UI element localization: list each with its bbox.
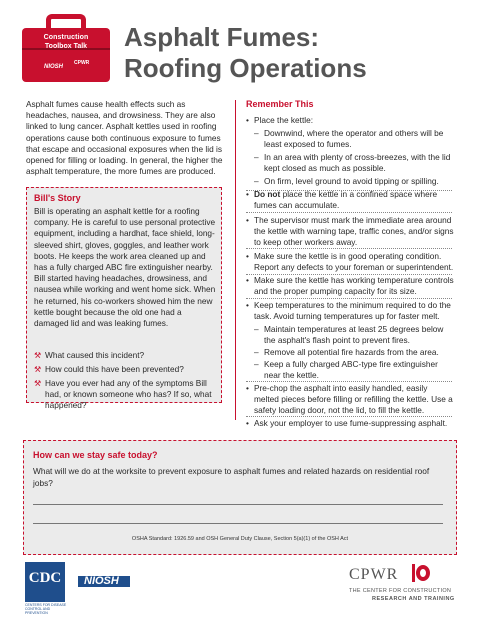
- safety-question: What will we do at the worksite to prevent exposure to asphalt fumes and related hazards on residential roof jobs?: [33, 466, 430, 488]
- cpwr-subtitle-1: THE CENTER FOR CONSTRUCTION: [349, 588, 452, 594]
- hammer-icon: ⚒: [34, 379, 42, 388]
- page-title-line1: Asphalt Fumes:: [124, 22, 320, 52]
- cpwr-subtitle-2: RESEARCH AND TRAINING: [372, 596, 455, 602]
- logo-cpwr: CPWR: [74, 60, 90, 66]
- divider: [246, 416, 452, 417]
- divider: [246, 381, 452, 382]
- divider: [246, 212, 452, 213]
- story-title: Bill's Story: [34, 193, 81, 203]
- cdc-logo: CDC: [25, 562, 65, 602]
- answer-line[interactable]: [33, 504, 443, 505]
- divider: [246, 298, 452, 299]
- cpwr-mark-bar: [412, 564, 415, 582]
- logo-line1: Construction: [43, 34, 89, 41]
- column-divider: [235, 100, 236, 420]
- hammer-icon: ⚒: [34, 351, 42, 360]
- page-title-line2: Roofing Operations: [124, 53, 367, 83]
- cdc-logo-subtitle: CENTERS FOR DISEASE CONTROL AND PREVENTION: [25, 603, 67, 615]
- niosh-logo-text: NIOSH: [84, 575, 119, 587]
- hammer-icon: ⚒: [34, 365, 42, 374]
- logo-line2: Toolbox Talk: [44, 43, 88, 50]
- divider: [246, 248, 452, 249]
- story-text: Bill is operating an asphalt kettle for a roofing company. He is careful to use personal protective equipment, including a hardhat, face shield, long-sleeved shirt, gloves, goggles, and leather work boots. He keeps the work area cleaned up and has a fully charged ABC fire extinguisher nearby. Bill started having headaches, drowsiness, and nausea while working and went home sick. When he returned, his co-workers showed him the new kettle bought because the old one had a damaged lid and was leaking fumes.: [34, 206, 216, 329]
- answer-line[interactable]: [33, 523, 443, 524]
- cpwr-mark-icon: [416, 565, 430, 581]
- remember-title: Remember This: [246, 99, 314, 109]
- cpwr-logo-text: CPWR: [349, 566, 399, 583]
- safety-title: How can we stay safe today?: [33, 450, 158, 460]
- intro-paragraph: Asphalt fumes cause health effects such as headaches, nausea, and drowsiness. They are also linked to lung cancer. Asphalt kettles used in roofing operations cause both continuous exposure to fumes that escape and occasional exposures when the lid is opened for filling or loading. In general, the higher the asphalt temperature, the more fumes are produced.: [26, 99, 223, 177]
- toolbox-logo-icon: [22, 14, 110, 82]
- osha-standard: OSHA Standard: 1926.59 and OSH General Duty Clause, Section 5(a)(1) of the OSH Act: [131, 536, 349, 542]
- logo-niosh: NIOSH: [44, 64, 64, 70]
